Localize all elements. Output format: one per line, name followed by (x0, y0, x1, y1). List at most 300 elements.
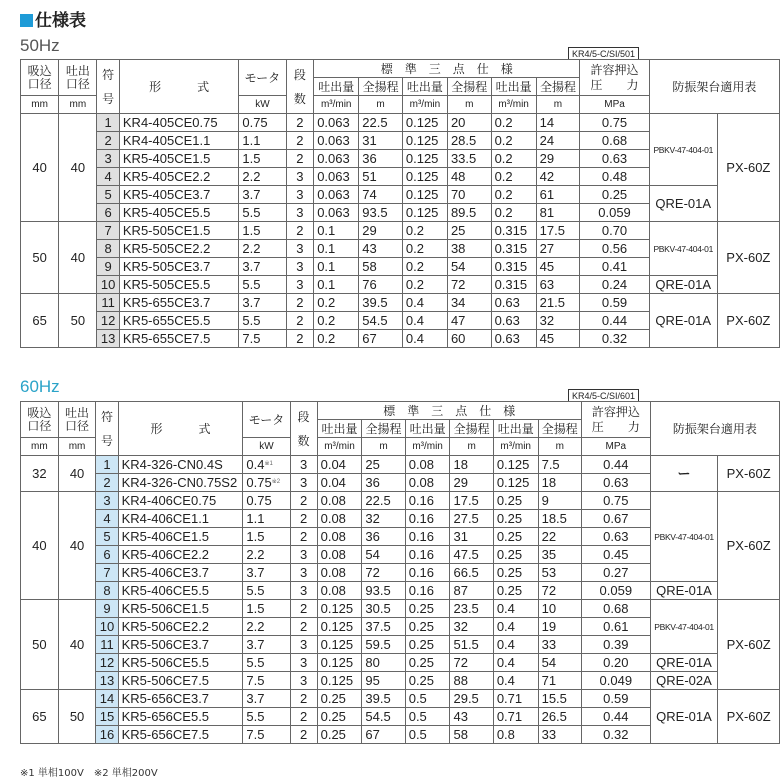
unit-kw: kW (239, 96, 286, 114)
flow-3-cell: 0.2 (491, 150, 536, 168)
head-2-cell: 43 (450, 708, 493, 726)
head-1-cell: 36 (362, 528, 405, 546)
symbol-number-cell: 8 (96, 582, 118, 600)
stages-cell: 3 (290, 546, 317, 564)
stages-cell: 3 (286, 168, 314, 186)
flow-1-cell: 0.25 (317, 708, 362, 726)
motor-kw-cell (239, 150, 286, 168)
header-total-head: 全揚程 (538, 420, 581, 438)
flow-2-cell: 0.25 (405, 654, 450, 672)
flow-3-cell: 0.2 (491, 186, 536, 204)
flow-1-cell: 0.063 (314, 114, 359, 132)
motor-kw-value: 0.75 (246, 475, 272, 490)
flow-1-cell: 0.2 (314, 312, 359, 330)
stages-cell: 2 (286, 150, 314, 168)
head-1-cell: 31 (359, 132, 403, 150)
vibration-mount-cell: QRE-01A (650, 690, 718, 744)
motor-kw-value: 2.2 (242, 240, 261, 256)
motor-kw-cell (239, 222, 286, 240)
header-total-head: 全揚程 (359, 78, 403, 96)
head-3-cell: 54 (538, 654, 581, 672)
model-cell: KR5-506CE5.5 (118, 654, 243, 672)
flow-3-cell: 0.25 (493, 564, 538, 582)
head-1-cell: 54 (362, 546, 405, 564)
head-2-cell: 47.5 (450, 546, 493, 564)
model-cell: KR5-505CE2.2 (119, 240, 238, 258)
flow-3-cell: 0.63 (491, 294, 536, 312)
head-3-cell: 35 (538, 546, 581, 564)
motor-kw-value: 1.1 (246, 510, 265, 526)
flow-2-cell: 0.16 (405, 528, 450, 546)
head-1-cell: 51 (359, 168, 403, 186)
flow-3-cell: 0.315 (491, 222, 536, 240)
vibration-mount-cell: QRE-01A (649, 294, 717, 348)
vibration-model-cell: PX-60Z (718, 492, 780, 600)
flow-1-cell: 0.08 (317, 564, 362, 582)
head-3-cell: 45 (536, 330, 580, 348)
head-1-cell: 29 (359, 222, 403, 240)
motor-kw-value: 5.5 (242, 312, 261, 328)
motor-kw-value: 5.5 (246, 654, 265, 670)
head-1-cell: 36 (359, 150, 403, 168)
symbol-number-cell: 2 (97, 132, 119, 150)
symbol-number-cell: 4 (97, 168, 119, 186)
unit-m: m (362, 438, 405, 456)
symbol-number-cell: 11 (97, 294, 119, 312)
flow-1-cell: 0.063 (314, 150, 359, 168)
flow-1-cell: 0.1 (314, 258, 359, 276)
flow-2-cell: 0.16 (405, 510, 450, 528)
pressure-cell: 0.75 (580, 114, 650, 132)
discharge-bore-cell: 40 (59, 114, 97, 222)
head-1-cell: 72 (362, 564, 405, 582)
head-2-cell: 27.5 (450, 510, 493, 528)
header-motor: モータ (239, 60, 286, 96)
flow-3-cell: 0.25 (493, 546, 538, 564)
motor-kw-value: 3.7 (246, 564, 265, 580)
unit-m: m (359, 96, 403, 114)
motor-kw-value: 7.5 (246, 726, 265, 742)
flow-3-cell: 0.4 (493, 654, 538, 672)
pressure-cell: 0.049 (581, 672, 650, 690)
symbol-number-cell: 5 (97, 186, 119, 204)
symbol-number-cell: 12 (96, 654, 118, 672)
head-3-cell: 45 (536, 258, 580, 276)
header-model: 形 式 (118, 402, 243, 456)
model-cell: KR5-506CE2.2 (118, 618, 243, 636)
symbol-number-cell: 13 (96, 672, 118, 690)
head-3-cell: 71 (538, 672, 581, 690)
head-2-cell: 25 (447, 222, 491, 240)
flow-1-cell: 0.25 (317, 690, 362, 708)
unit-flow: m³/min (405, 438, 450, 456)
flow-1-cell: 0.063 (314, 204, 359, 222)
motor-kw-cell (239, 276, 286, 294)
pressure-cell: 0.25 (580, 186, 650, 204)
head-1-cell: 22.5 (359, 114, 403, 132)
table-code-60hz: KR4/5-C/SI/601 (568, 389, 639, 402)
header-allowable-pressure: 許容押込 圧 力 (581, 402, 650, 438)
head-2-cell: 66.5 (450, 564, 493, 582)
symbol-number-cell: 9 (96, 600, 118, 618)
flow-3-cell: 0.125 (493, 474, 538, 492)
model-cell: KR4-405CE0.75 (119, 114, 238, 132)
model-cell: KR5-656CE5.5 (118, 708, 243, 726)
model-cell: KR5-505CE1.5 (119, 222, 238, 240)
head-3-cell: 33 (538, 636, 581, 654)
head-3-cell: 18.5 (538, 510, 581, 528)
flow-2-cell: 0.08 (405, 456, 450, 474)
symbol-number-cell: 8 (97, 240, 119, 258)
symbol-number-cell: 3 (97, 150, 119, 168)
footnote-marker: ※1 (264, 461, 273, 467)
stages-cell: 3 (290, 474, 317, 492)
pressure-cell: 0.63 (580, 150, 650, 168)
header-allowable-pressure: 許容押込 圧 力 (580, 60, 650, 96)
suction-bore-cell: 32 (21, 456, 59, 492)
head-2-cell: 51.5 (450, 636, 493, 654)
header-model: 形 式 (119, 60, 238, 114)
model-cell: KR4-405CE1.1 (119, 132, 238, 150)
flow-2-cell: 0.2 (402, 258, 447, 276)
flow-3-cell: 0.25 (493, 492, 538, 510)
flow-3-cell: 0.315 (491, 240, 536, 258)
head-3-cell: 42 (536, 168, 580, 186)
model-cell: KR5-505CE3.7 (119, 258, 238, 276)
stages-cell: 3 (290, 636, 317, 654)
motor-kw-cell (243, 600, 290, 618)
section-50hz-label: 50Hz (20, 36, 60, 55)
vibration-mount-cell: PBKV-47-404-01 (650, 492, 718, 582)
flow-1-cell: 0.063 (314, 132, 359, 150)
table-row (21, 582, 780, 600)
model-cell: KR5-655CE5.5 (119, 312, 238, 330)
symbol-number-cell: 12 (97, 312, 119, 330)
header-discharge-bore: 吐出 口径 (58, 402, 96, 438)
pressure-cell: 0.59 (580, 294, 650, 312)
motor-kw-cell (239, 114, 286, 132)
motor-kw-cell (243, 564, 290, 582)
flow-1-cell: 0.08 (317, 546, 362, 564)
model-cell: KR5-406CE2.2 (118, 546, 243, 564)
symbol-number-cell: 5 (96, 528, 118, 546)
suction-bore-cell: 65 (21, 690, 59, 744)
head-2-cell: 32 (450, 618, 493, 636)
pressure-cell: 0.59 (581, 690, 650, 708)
flow-3-cell: 0.63 (491, 330, 536, 348)
pressure-cell: 0.48 (580, 168, 650, 186)
symbol-number-cell: 6 (97, 204, 119, 222)
model-cell: KR5-406CE1.5 (118, 528, 243, 546)
vibration-mount-cell: QRE-02A (650, 672, 718, 690)
symbol-number-cell: 6 (96, 546, 118, 564)
discharge-bore-cell: 50 (59, 294, 97, 348)
unit-mm: mm (21, 438, 59, 456)
flow-2-cell: 0.16 (405, 546, 450, 564)
head-1-cell: 39.5 (359, 294, 403, 312)
flow-1-cell: 0.08 (317, 492, 362, 510)
flow-3-cell: 0.63 (491, 312, 536, 330)
motor-kw-value: 5.5 (246, 708, 265, 724)
flow-2-cell: 0.125 (402, 150, 447, 168)
model-cell: KR5-656CE7.5 (118, 726, 243, 744)
suction-bore-cell: 50 (21, 222, 59, 294)
flow-2-cell: 0.125 (402, 204, 447, 222)
vibration-mount-cell: QRE-01A (650, 654, 718, 672)
flow-2-cell: 0.125 (402, 186, 447, 204)
pressure-cell: 0.059 (580, 204, 650, 222)
pressure-cell: 0.63 (581, 528, 650, 546)
header-total-head: 全揚程 (362, 420, 405, 438)
flow-2-cell: 0.5 (405, 726, 450, 744)
model-cell: KR5-505CE5.5 (119, 276, 238, 294)
head-3-cell: 19 (538, 618, 581, 636)
head-1-cell: 93.5 (362, 582, 405, 600)
head-3-cell: 9 (538, 492, 581, 510)
flow-1-cell: 0.08 (317, 510, 362, 528)
stages-cell: 2 (290, 726, 317, 744)
motor-kw-cell (243, 582, 290, 600)
head-1-cell: 95 (362, 672, 405, 690)
stages-cell: 2 (290, 690, 317, 708)
motor-kw-cell (239, 330, 286, 348)
flow-1-cell: 0.125 (317, 600, 362, 618)
vibration-mount-cell: PBKV-47-404-01 (649, 114, 717, 186)
square-bullet-icon (20, 14, 33, 27)
stages-cell: 3 (286, 240, 314, 258)
header-discharge-amount: 吐出量 (314, 78, 359, 96)
header-symbol: 符 号 (96, 402, 118, 456)
model-cell: KR5-655CE7.5 (119, 330, 238, 348)
table-row (21, 690, 780, 708)
flow-3-cell: 0.315 (491, 258, 536, 276)
stages-cell: 3 (290, 672, 317, 690)
header-vibration-table: 防振架台適用表 (649, 60, 779, 114)
head-3-cell: 22 (538, 528, 581, 546)
motor-kw-value: 0.4 (246, 457, 265, 472)
flow-1-cell: 0.063 (314, 168, 359, 186)
head-1-cell: 67 (359, 330, 403, 348)
symbol-number-cell: 1 (96, 456, 118, 474)
flow-1-cell: 0.08 (317, 582, 362, 600)
motor-kw-cell (239, 240, 286, 258)
head-1-cell: 22.5 (362, 492, 405, 510)
head-2-cell: 38 (447, 240, 491, 258)
head-1-cell: 37.5 (362, 618, 405, 636)
motor-kw-cell (239, 168, 286, 186)
flow-2-cell: 0.125 (402, 168, 447, 186)
head-1-cell: 36 (362, 474, 405, 492)
stages-cell: 2 (290, 708, 317, 726)
head-2-cell: 88 (450, 672, 493, 690)
motor-kw-value: 0.75 (242, 114, 268, 130)
pressure-cell: 0.67 (581, 510, 650, 528)
motor-kw-value: 5.5 (242, 276, 261, 292)
stages-cell: 2 (286, 114, 314, 132)
flow-3-cell: 0.315 (491, 276, 536, 294)
head-1-cell: 59.5 (362, 636, 405, 654)
motor-kw-value: 7.5 (242, 330, 261, 346)
motor-kw-value: 2.2 (246, 546, 265, 562)
head-2-cell: 23.5 (450, 600, 493, 618)
vibration-mount-cell: QRE-01A (650, 582, 718, 600)
stages-cell: 2 (286, 312, 314, 330)
head-1-cell: 80 (362, 654, 405, 672)
head-3-cell: 17.5 (536, 222, 580, 240)
motor-kw-cell (243, 528, 290, 546)
head-2-cell: 48 (447, 168, 491, 186)
motor-kw-cell (243, 708, 290, 726)
flow-3-cell: 0.2 (491, 204, 536, 222)
symbol-number-cell: 10 (96, 618, 118, 636)
motor-kw-value: 2.2 (242, 168, 261, 184)
motor-kw-cell (239, 312, 286, 330)
model-cell: KR5-405CE2.2 (119, 168, 238, 186)
page-title (20, 6, 86, 31)
motor-kw-value: 0.75 (246, 492, 272, 508)
vibration-mount-cell: QRE-01A (649, 276, 717, 294)
header-standard-spec: 標 準 三 点 仕 様 (314, 60, 580, 78)
head-1-cell: 32 (362, 510, 405, 528)
model-cell: KR5-406CE3.7 (118, 564, 243, 582)
head-2-cell: 58 (450, 726, 493, 744)
flow-2-cell: 0.25 (405, 618, 450, 636)
unit-m: m (536, 96, 580, 114)
head-1-cell: 74 (359, 186, 403, 204)
table-row (21, 186, 780, 204)
unit-flow: m³/min (317, 438, 362, 456)
motor-kw-value: 3.7 (246, 690, 265, 706)
symbol-number-cell: 16 (96, 726, 118, 744)
unit-flow: m³/min (491, 96, 536, 114)
symbol-number-cell: 15 (96, 708, 118, 726)
flow-2-cell: 0.4 (402, 312, 447, 330)
motor-kw-cell (243, 510, 290, 528)
table-row (21, 294, 780, 312)
head-3-cell: 63 (536, 276, 580, 294)
discharge-bore-cell: 40 (58, 456, 96, 492)
symbol-number-cell: 1 (97, 114, 119, 132)
motor-kw-value: 3.7 (246, 636, 265, 652)
table-row (21, 654, 780, 672)
model-cell: KR5-405CE1.5 (119, 150, 238, 168)
flow-2-cell: 0.2 (402, 240, 447, 258)
pressure-cell: 0.44 (581, 708, 650, 726)
unit-m: m (538, 438, 581, 456)
flow-1-cell: 0.125 (317, 618, 362, 636)
flow-3-cell: 0.4 (493, 600, 538, 618)
head-3-cell: 18 (538, 474, 581, 492)
header-total-head: 全揚程 (450, 420, 493, 438)
stages-cell: 2 (290, 510, 317, 528)
flow-3-cell: 0.25 (493, 510, 538, 528)
flow-1-cell: 0.04 (317, 474, 362, 492)
flow-2-cell: 0.25 (405, 600, 450, 618)
header-total-head: 全揚程 (447, 78, 491, 96)
head-2-cell: 70 (447, 186, 491, 204)
header-stages: 段 数 (290, 402, 317, 456)
head-2-cell: 33.5 (447, 150, 491, 168)
header-discharge-bore: 吐出 口径 (59, 60, 97, 96)
table-row (21, 600, 780, 618)
flow-2-cell: 0.4 (402, 294, 447, 312)
head-3-cell: 26.5 (538, 708, 581, 726)
motor-kw-value: 3.7 (242, 258, 261, 274)
flow-3-cell: 0.25 (493, 582, 538, 600)
head-2-cell: 20 (447, 114, 491, 132)
motor-kw-cell (239, 204, 286, 222)
flow-1-cell: 0.125 (317, 672, 362, 690)
flow-3-cell: 0.125 (493, 456, 538, 474)
flow-2-cell: 0.16 (405, 564, 450, 582)
flow-2-cell: 0.125 (402, 114, 447, 132)
stages-cell: 3 (290, 582, 317, 600)
head-2-cell: 54 (447, 258, 491, 276)
stages-cell: 2 (286, 294, 314, 312)
symbol-number-cell: 11 (96, 636, 118, 654)
flow-1-cell: 0.04 (317, 456, 362, 474)
flow-3-cell: 0.25 (493, 528, 538, 546)
pressure-cell: 0.56 (580, 240, 650, 258)
suction-bore-cell: 65 (21, 294, 59, 348)
head-1-cell: 54.5 (359, 312, 403, 330)
vibration-mount-cell: QRE-01A (649, 186, 717, 222)
vibration-model-cell: PX-60Z (718, 456, 780, 492)
suction-bore-cell: 50 (21, 600, 59, 690)
pressure-cell: 0.63 (581, 474, 650, 492)
unit-kw: kW (243, 438, 290, 456)
stages-cell: 2 (286, 330, 314, 348)
symbol-number-cell: 7 (97, 222, 119, 240)
head-3-cell: 33 (538, 726, 581, 744)
pressure-cell: 0.32 (581, 726, 650, 744)
head-2-cell: 47 (447, 312, 491, 330)
motor-kw-cell (239, 258, 286, 276)
header-total-head: 全揚程 (536, 78, 580, 96)
head-1-cell: 25 (362, 456, 405, 474)
head-3-cell: 81 (536, 204, 580, 222)
flow-2-cell: 0.2 (402, 276, 447, 294)
head-2-cell: 18 (450, 456, 493, 474)
head-2-cell: 34 (447, 294, 491, 312)
pressure-cell: 0.68 (581, 600, 650, 618)
head-2-cell: 89.5 (447, 204, 491, 222)
head-2-cell: 28.5 (447, 132, 491, 150)
discharge-bore-cell: 40 (59, 222, 97, 294)
pressure-cell: 0.20 (581, 654, 650, 672)
vibration-mount-cell: ー (650, 456, 718, 492)
header-standard-spec: 標 準 三 点 仕 様 (317, 402, 581, 420)
symbol-number-cell: 10 (97, 276, 119, 294)
stages-cell: 3 (286, 276, 314, 294)
model-cell: KR5-405CE5.5 (119, 204, 238, 222)
unit-flow: m³/min (314, 96, 359, 114)
vibration-model-cell: PX-60Z (718, 690, 780, 744)
stages-cell: 3 (286, 258, 314, 276)
symbol-number-cell: 2 (96, 474, 118, 492)
unit-mm: mm (58, 438, 96, 456)
head-1-cell: 93.5 (359, 204, 403, 222)
table-row (21, 492, 780, 510)
motor-kw-value: 5.5 (246, 582, 265, 598)
flow-1-cell: 0.063 (314, 186, 359, 204)
flow-1-cell: 0.1 (314, 276, 359, 294)
head-3-cell: 15.5 (538, 690, 581, 708)
title-text: 仕様表 (35, 11, 86, 31)
head-3-cell: 7.5 (538, 456, 581, 474)
motor-kw-cell (243, 474, 290, 492)
head-2-cell: 31 (450, 528, 493, 546)
